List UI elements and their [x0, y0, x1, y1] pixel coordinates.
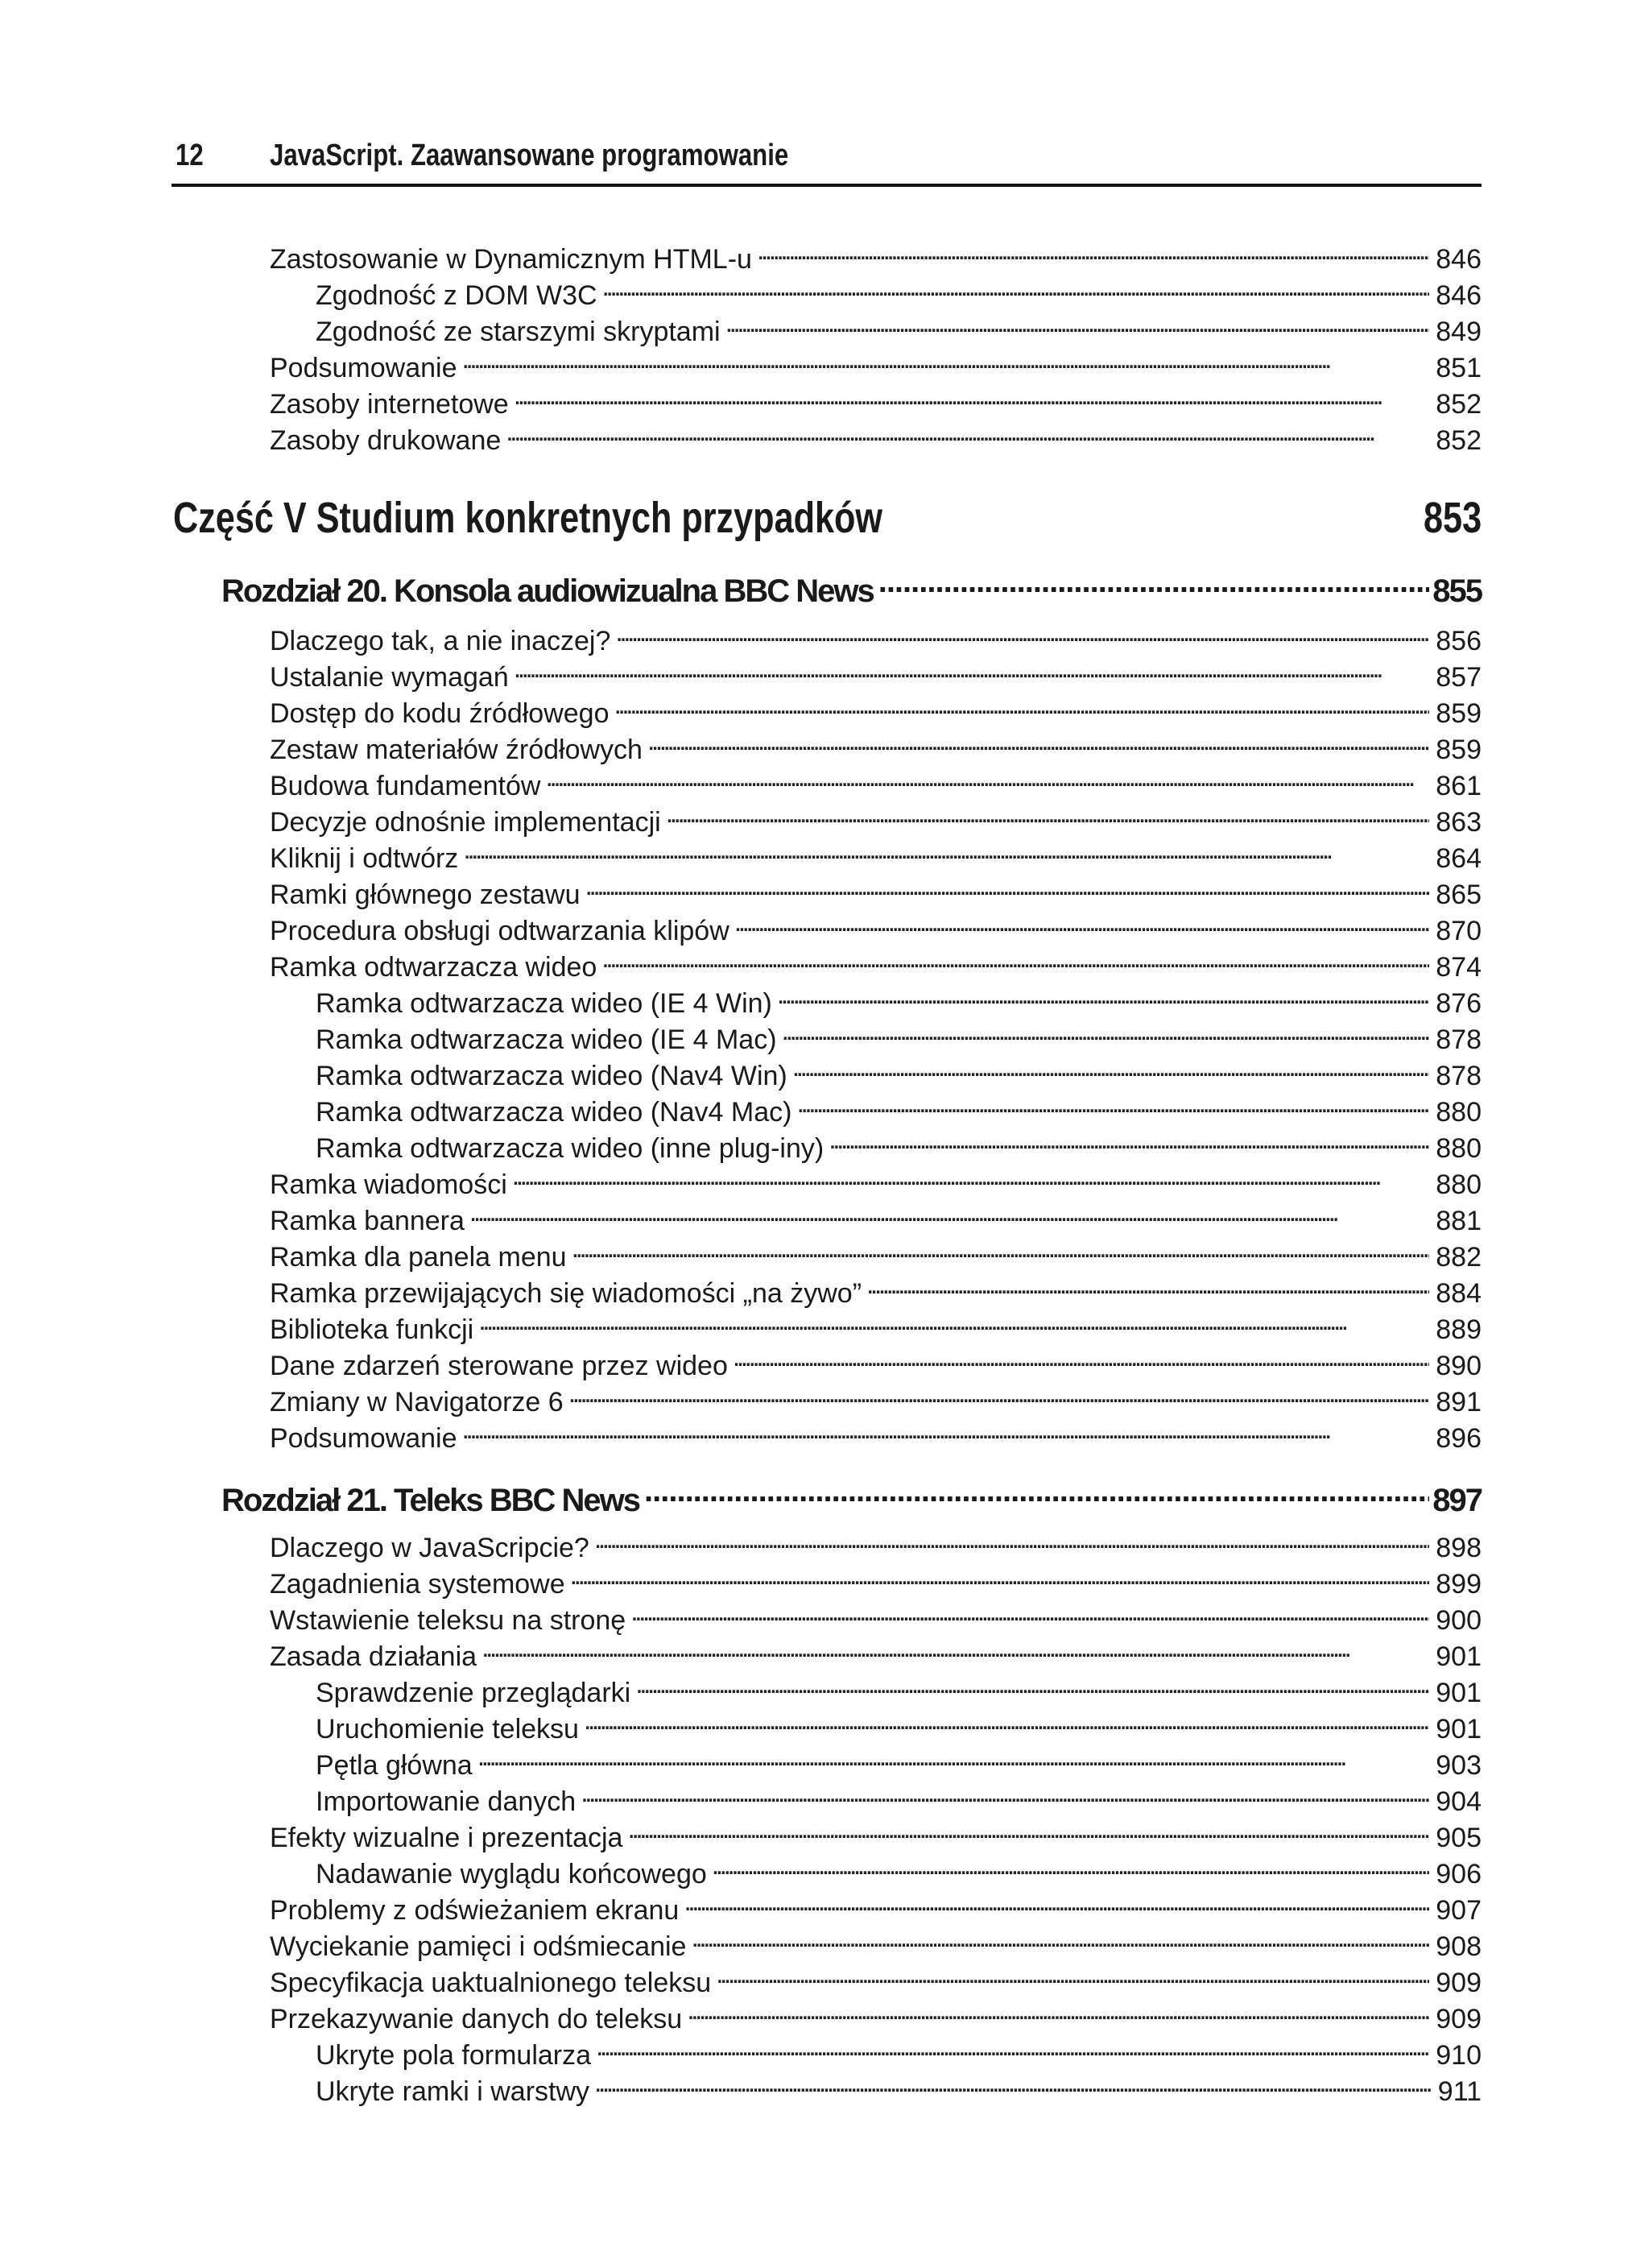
- entry-title: Zasoby drukowane: [270, 425, 502, 456]
- toc-entry: [270, 1339, 1482, 1381]
- leader-dots: [644, 1471, 1429, 1511]
- leader-dots: [615, 615, 1429, 650]
- book-title: JavaScript. Zaawansowane programowanie: [270, 139, 789, 172]
- entry-title: Dostęp do kodu źródłowego: [270, 698, 610, 729]
- entry-title: Ramka wiadomości: [270, 1169, 507, 1200]
- leader-dots: [782, 1013, 1430, 1049]
- entry-page: 880: [1436, 1097, 1482, 1128]
- entry-page: 859: [1436, 735, 1482, 765]
- toc-entry: [270, 1267, 1482, 1309]
- entry-title: Ramka odtwarzacza wideo: [270, 952, 597, 983]
- entry-title: Problemy z odświeżaniem ekranu: [270, 1895, 680, 1926]
- leader-dots: [733, 1339, 1429, 1375]
- leader-dots: [506, 414, 1429, 449]
- entry-page: 864: [1436, 843, 1482, 874]
- leader-dots: [866, 1267, 1429, 1302]
- page-number: 12: [176, 139, 204, 172]
- chapter-title: Rozdział 20. Konsola audiowizualna BBC News: [221, 573, 874, 609]
- toc-entry: [270, 1594, 1482, 1636]
- entry-title: Przekazywanie danych do teleksu: [270, 2004, 683, 2034]
- entry-page: 908: [1436, 1931, 1482, 1962]
- leader-dots: [514, 651, 1430, 686]
- leader-dots: [545, 759, 1429, 795]
- chapter-page: 855: [1432, 573, 1482, 609]
- entry-title: Nadawanie wyglądu końcowego: [316, 1859, 707, 1889]
- leader-dots: [878, 561, 1430, 602]
- entry-page: 904: [1436, 1786, 1482, 1817]
- toc-entry: [270, 233, 1482, 275]
- leader-dots: [757, 233, 1429, 268]
- entry-title: Procedura obsługi odtwarzania klipów: [270, 916, 729, 946]
- toc-entry: [270, 1303, 1482, 1345]
- entry-title: Ustalanie wymagań: [270, 662, 509, 693]
- entry-title: Ramka odtwarzacza wideo (IE 4 Win): [316, 988, 772, 1019]
- toc-entry: [270, 687, 1482, 729]
- entry-page: 884: [1436, 1278, 1482, 1309]
- entry-page: 882: [1436, 1242, 1482, 1273]
- leader-dots: [712, 1848, 1430, 1883]
- entry-page: 859: [1436, 698, 1482, 729]
- entry-page: 878: [1436, 1061, 1482, 1091]
- entry-page: 880: [1436, 1133, 1482, 1164]
- entry-title: Podsumowanie: [270, 353, 457, 383]
- leader-dots: [614, 687, 1430, 722]
- toc-entry: [270, 832, 1482, 874]
- entry-page: 901: [1436, 1714, 1482, 1744]
- entry-title: Ramki głównego zestawu: [270, 879, 581, 910]
- leader-dots: [630, 1594, 1429, 1629]
- entry-title: Ramka bannera: [270, 1206, 465, 1236]
- toc-entry: [270, 1993, 1482, 2034]
- entry-title: Uruchomienie teleksu: [316, 1714, 579, 1744]
- toc-entry: [270, 1630, 1482, 1672]
- entry-title: Dane zdarzeń sterowane przez wideo: [270, 1351, 728, 1381]
- toc-entry: [270, 1558, 1482, 1600]
- leader-dots: [777, 977, 1429, 1012]
- entry-title: Ramka odtwarzacza wideo (inne plug-iny): [316, 1133, 824, 1164]
- toc-entry: [270, 1956, 1482, 1998]
- entry-title: Ramka przewijających się wiadomości „na żywo”: [270, 1278, 862, 1309]
- toc-entry: [270, 341, 1482, 383]
- toc-entry: [316, 2029, 1482, 2071]
- entry-page: 863: [1436, 807, 1482, 838]
- entry-title: Ramka odtwarzacza wideo (Nav4 Win): [316, 1061, 787, 1091]
- leader-dots: [627, 1811, 1429, 1847]
- running-header: [172, 135, 1482, 187]
- entry-page: 907: [1436, 1895, 1482, 1926]
- leader-dots: [602, 269, 1430, 304]
- entry-title: Ukryte ramki i warstwy: [316, 2076, 590, 2107]
- toc-entry: [316, 1122, 1482, 1164]
- leader-dots: [601, 941, 1429, 976]
- entry-title: Zagadnienia systemowe: [270, 1569, 565, 1600]
- entry-page: 903: [1436, 1750, 1482, 1781]
- entry-page: 889: [1436, 1314, 1482, 1345]
- toc-entry: [270, 796, 1482, 838]
- entry-page: 881: [1436, 1206, 1482, 1236]
- leader-dots: [514, 378, 1430, 413]
- entry-title: Zgodność z DOM W3C: [316, 280, 597, 311]
- entry-page: 891: [1436, 1387, 1482, 1418]
- toc-entry: [316, 2065, 1482, 2107]
- part-heading: [173, 490, 1482, 546]
- leader-dots: [570, 1558, 1430, 1593]
- entry-page: 890: [1436, 1351, 1482, 1381]
- leader-dots: [666, 796, 1430, 831]
- toc-entry: [270, 651, 1482, 693]
- leader-dots: [594, 1521, 1429, 1557]
- leader-dots: [687, 1993, 1429, 2028]
- entry-title: Ukryte pola formularza: [316, 2040, 592, 2071]
- entry-page: 899: [1436, 1569, 1482, 1600]
- toc-entry: [270, 1920, 1482, 1962]
- entry-page: 846: [1436, 244, 1482, 275]
- toc-entry: [316, 1049, 1482, 1091]
- entry-title: Dlaczego tak, a nie inaczej?: [270, 626, 611, 656]
- toc-entry: [270, 1376, 1482, 1418]
- entry-title: Budowa fundamentów: [270, 771, 541, 801]
- entry-page: 852: [1436, 389, 1482, 420]
- toc-entry: [270, 378, 1482, 420]
- entry-title: Importowanie danych: [316, 1786, 577, 1817]
- entry-page: 857: [1436, 662, 1482, 693]
- entry-page: 911: [1437, 2076, 1482, 2107]
- entry-title: Specyfikacja uaktualnionego teleksu: [270, 1968, 712, 1998]
- leader-dots: [796, 1086, 1429, 1121]
- entry-title: Ramka dla panela menu: [270, 1242, 567, 1273]
- entry-page: 876: [1436, 988, 1482, 1019]
- entry-title: Ramka odtwarzacza wideo (Nav4 Mac): [316, 1097, 792, 1128]
- leader-dots: [572, 1231, 1430, 1266]
- entry-page: 849: [1436, 317, 1482, 347]
- entry-title: Pętla główna: [316, 1750, 473, 1781]
- leader-dots: [594, 2065, 1432, 2100]
- toc-entry: [316, 1666, 1482, 1708]
- toc-entry: [316, 1703, 1482, 1744]
- entry-page: 898: [1436, 1533, 1482, 1563]
- entry-page: 880: [1436, 1169, 1482, 1200]
- leader-dots: [725, 305, 1430, 341]
- toc-entry: [270, 759, 1482, 801]
- entry-page: 901: [1436, 1641, 1482, 1672]
- entry-page: 846: [1436, 280, 1482, 311]
- toc-entry: [270, 615, 1482, 656]
- leader-dots: [647, 723, 1429, 759]
- entry-page: 909: [1436, 1968, 1482, 1998]
- toc-entry: [270, 1884, 1482, 1926]
- leader-dots: [568, 1376, 1430, 1411]
- toc-entry: [270, 941, 1482, 983]
- entry-title: Zasada działania: [270, 1641, 477, 1672]
- entry-title: Decyzje odnośnie implementacji: [270, 807, 661, 838]
- leader-dots: [792, 1049, 1430, 1085]
- entry-title: Podsumowanie: [270, 1423, 457, 1454]
- leader-dots: [596, 2029, 1429, 2064]
- leader-dots: [477, 1739, 1430, 1774]
- toc-entry: [316, 977, 1482, 1019]
- entry-page: 852: [1436, 425, 1482, 456]
- entry-title: Kliknij i odtwórz: [270, 843, 459, 874]
- toc-entry: [316, 269, 1482, 311]
- leader-dots: [691, 1920, 1429, 1956]
- toc-entry: [270, 1231, 1482, 1273]
- leader-dots: [461, 341, 1429, 377]
- entry-title: Sprawdzenie przeglądarki: [316, 1678, 631, 1708]
- leader-dots: [461, 1412, 1429, 1447]
- leader-dots: [478, 1303, 1429, 1339]
- entry-title: Biblioteka funkcji: [270, 1314, 474, 1345]
- toc-entry: [316, 305, 1482, 347]
- entry-title: Zestaw materiałów źródłowych: [270, 735, 643, 765]
- entry-page: 909: [1436, 2004, 1482, 2034]
- toc-entry: [316, 1086, 1482, 1128]
- entry-page: 878: [1436, 1024, 1482, 1055]
- leader-dots: [734, 904, 1430, 940]
- leader-dots: [584, 1703, 1429, 1738]
- leader-dots: [716, 1956, 1429, 1992]
- toc-entry: [270, 904, 1482, 946]
- entry-page: 865: [1436, 879, 1482, 910]
- leader-dots: [585, 868, 1430, 904]
- toc-entry: [270, 723, 1482, 765]
- toc-entry: [316, 1775, 1482, 1817]
- chapter-title: Rozdział 21. Teleks BBC News: [221, 1483, 639, 1518]
- entry-title: Zasoby internetowe: [270, 389, 509, 420]
- toc-entry: [270, 1521, 1482, 1563]
- entry-page: 901: [1436, 1678, 1482, 1708]
- entry-page: 910: [1436, 2040, 1482, 2071]
- toc-entry: [270, 1158, 1482, 1200]
- leader-dots: [581, 1775, 1429, 1811]
- entry-page: 861: [1436, 771, 1482, 801]
- entry-title: Zgodność ze starszymi skryptami: [316, 317, 721, 347]
- entry-title: Dlaczego w JavaScripcie?: [270, 1533, 589, 1563]
- toc-entry: [316, 1848, 1482, 1889]
- leader-dots: [684, 1884, 1429, 1919]
- entry-title: Ramka odtwarzacza wideo (IE 4 Mac): [316, 1024, 777, 1055]
- entry-title: Wstawienie teleksu na stronę: [270, 1605, 626, 1636]
- entry-title: Efekty wizualne i prezentacja: [270, 1823, 623, 1853]
- entry-page: 896: [1436, 1423, 1482, 1454]
- entry-page: 874: [1436, 952, 1482, 983]
- leader-dots: [463, 832, 1429, 867]
- toc-entry: [270, 1811, 1482, 1853]
- toc-entry: [270, 1412, 1482, 1454]
- chapter-heading-21: [221, 1471, 1482, 1518]
- leader-dots: [512, 1158, 1430, 1194]
- entry-title: Zmiany w Navigatorze 6: [270, 1387, 564, 1418]
- chapter-heading-20: [221, 561, 1482, 609]
- toc-entry: [316, 1739, 1482, 1781]
- entry-page: 900: [1436, 1605, 1482, 1636]
- toc-entry: [316, 1013, 1482, 1055]
- chapter-page: 897: [1432, 1483, 1482, 1518]
- leader-dots: [481, 1630, 1429, 1666]
- leader-dots: [829, 1122, 1429, 1157]
- leader-dots: [635, 1666, 1429, 1702]
- entry-title: Zastosowanie w Dynamicznym HTML-u: [270, 244, 752, 275]
- toc-entry: [270, 1194, 1482, 1236]
- part-page: 853: [1423, 494, 1482, 542]
- leader-dots: [469, 1194, 1429, 1230]
- toc-entry: [270, 868, 1482, 910]
- entry-page: 905: [1436, 1823, 1482, 1853]
- entry-page: 856: [1436, 626, 1482, 656]
- entry-page: 870: [1436, 916, 1482, 946]
- entry-page: 906: [1436, 1859, 1482, 1889]
- entry-page: 851: [1436, 353, 1482, 383]
- part-title: Część V Studium konkretnych przypadków: [173, 494, 883, 542]
- toc-entry: [270, 414, 1482, 456]
- entry-title: Wyciekanie pamięci i odśmiecanie: [270, 1931, 687, 1962]
